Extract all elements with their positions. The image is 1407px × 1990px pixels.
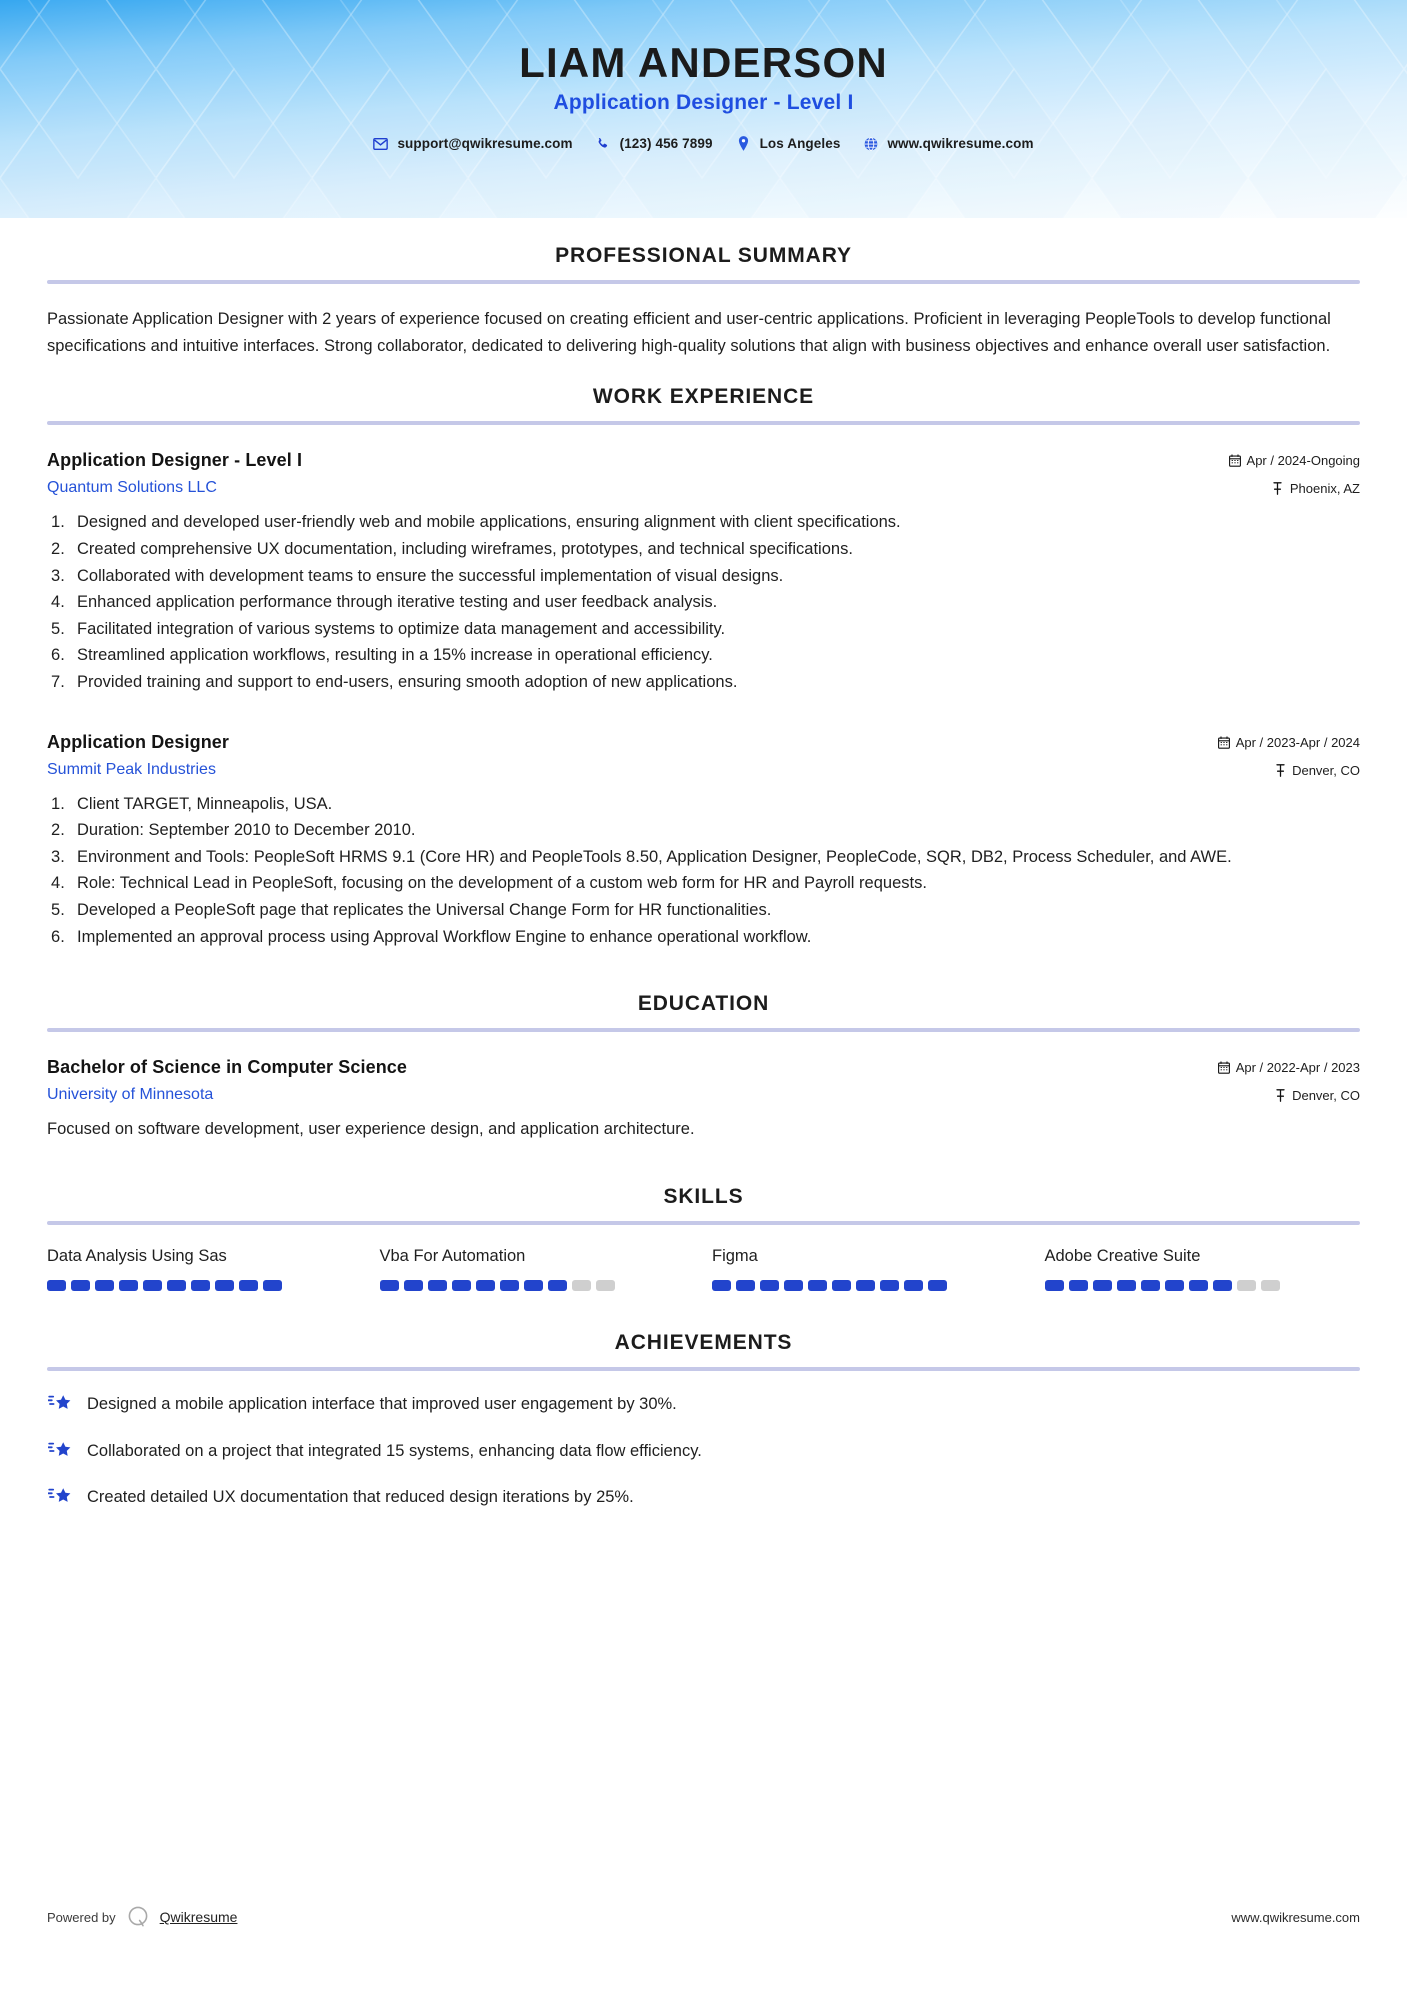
contact-email-text: support@qwikresume.com [397, 136, 573, 152]
section-achievements [47, 1331, 1360, 1508]
skill-bar-filled [736, 1280, 755, 1291]
achievement-text: Created detailed UX documentation that reduced design iterations by 25%. [87, 1487, 634, 1506]
work-entry [47, 450, 1360, 693]
work-bullet: Provided training and support to end-users, ensuring smooth adoption of new applications. [77, 673, 738, 691]
skill-bar-filled [143, 1280, 162, 1291]
section-title-achievements: ACHIEVEMENTS [614, 1331, 793, 1355]
section-work-experience [47, 385, 1360, 948]
work-bullet: Client TARGET, Minneapolis, USA. [77, 794, 333, 813]
skill-bar-filled [784, 1280, 803, 1291]
skill-bar-filled [71, 1280, 90, 1291]
skill-bar-filled [1117, 1280, 1136, 1291]
education-dates [1218, 1060, 1360, 1075]
work-bullet: Facilitated integration of various systems to optimize data management and accessibility. [77, 619, 726, 638]
skill-bar-filled [856, 1280, 875, 1291]
education-location-text: Denver, CO [1292, 1088, 1360, 1104]
skill-bar-filled [428, 1280, 447, 1291]
section-divider [47, 1221, 1360, 1225]
work-bullets [47, 793, 1360, 949]
skill-name: Data Analysis Using Sas [47, 1247, 227, 1266]
candidate-job-title: Application Designer - Level I [553, 91, 854, 115]
work-dates [1229, 453, 1360, 468]
contact-website[interactable] [863, 136, 1033, 151]
skill-name: Adobe Creative Suite [1044, 1247, 1201, 1266]
shooting-star-icon [47, 1482, 73, 1508]
education-dates-text: Apr / 2022-Apr / 2023 [1235, 1060, 1360, 1076]
achievement-text: Designed a mobile application interface that improved user engagement by 30%. [87, 1395, 677, 1414]
location-pin-icon [736, 136, 751, 151]
section-title-work: WORK EXPERIENCE [592, 385, 815, 409]
powered-by-block [47, 1904, 237, 1930]
work-bullet: Designed and developed user-friendly web and mobile applications, ensuring alignment with client specifications. [77, 513, 901, 532]
contact-phone[interactable] [596, 136, 713, 151]
skill-bar-filled [524, 1280, 543, 1291]
skill-bar-filled [928, 1280, 947, 1291]
skill-bar-filled [1165, 1280, 1184, 1291]
work-company[interactable]: Summit Peak Industries [47, 760, 216, 778]
qwikresume-logo-icon [125, 1904, 151, 1930]
skill-item [47, 1247, 363, 1291]
map-pin-icon [1274, 1089, 1286, 1102]
section-divider [47, 1367, 1360, 1371]
work-location-text: Phoenix, AZ [1289, 481, 1360, 497]
footer-website-url[interactable]: www.qwikresume.com [1231, 1909, 1360, 1925]
work-dates-text: Apr / 2023-Apr / 2024 [1235, 734, 1360, 750]
skill-bar-filled [239, 1280, 258, 1291]
work-bullets [47, 511, 1360, 693]
education-school[interactable]: University of Minnesota [47, 1086, 214, 1104]
work-entry [47, 732, 1360, 949]
skill-bar-filled [808, 1280, 827, 1291]
education-location [1218, 1088, 1360, 1103]
powered-by-label: Powered by [47, 1909, 116, 1925]
achievement-item [47, 1438, 1360, 1462]
work-location [1218, 763, 1360, 778]
skill-bar-filled [548, 1280, 567, 1291]
section-education [47, 992, 1360, 1141]
skill-bar-filled [167, 1280, 186, 1291]
section-professional-summary [47, 244, 1360, 359]
skill-name: Figma [712, 1247, 758, 1266]
work-location [1229, 481, 1360, 496]
skill-bar-filled [404, 1280, 423, 1291]
section-divider [47, 280, 1360, 284]
skill-bar-filled [95, 1280, 114, 1291]
section-skills [47, 1185, 1360, 1291]
skill-bar-filled [1189, 1280, 1208, 1291]
skill-bar-empty [572, 1280, 591, 1291]
skill-bar-filled [904, 1280, 923, 1291]
qwikresume-brand-link[interactable]: Qwikresume [159, 1909, 238, 1925]
skill-bar-empty [1261, 1280, 1280, 1291]
skill-item [712, 1247, 1028, 1291]
contact-email[interactable] [373, 136, 572, 151]
summary-text: Passionate Application Designer with 2 years of experience focused on creating efficient and user-centric applications. Proficient in leveraging PeopleTools to develop functional specifications and intuitive interfaces. Strong collaborator, dedicated to delivering high-quality solutions that align with business objectives and enhance overall user satisfaction. [47, 310, 1331, 355]
skill-rating-bars [47, 1280, 363, 1291]
candidate-name: LIAM ANDERSON [519, 39, 888, 86]
map-pin-icon [1272, 482, 1284, 495]
section-title-skills: SKILLS [663, 1185, 744, 1209]
skill-bar-empty [596, 1280, 615, 1291]
shooting-star-icon [47, 1389, 73, 1415]
calendar-icon [1218, 736, 1230, 749]
phone-icon [596, 136, 611, 151]
section-divider [47, 421, 1360, 425]
education-entry [47, 1057, 1360, 1141]
skill-bar-filled [191, 1280, 210, 1291]
skills-grid [47, 1247, 1360, 1291]
achievements-list [47, 1391, 1360, 1508]
education-description: Focused on software development, user experience design, and application architecture. [47, 1120, 695, 1139]
skill-bar-filled [500, 1280, 519, 1291]
work-dates-text: Apr / 2024-Ongoing [1246, 453, 1360, 469]
work-role: Application Designer [47, 731, 230, 752]
work-location-text: Denver, CO [1292, 762, 1360, 778]
resume-header [0, 0, 1407, 218]
skill-bar-filled [1069, 1280, 1088, 1291]
skill-bar-filled [263, 1280, 282, 1291]
achievement-item [47, 1391, 1360, 1415]
skill-rating-bars [380, 1280, 696, 1291]
skill-bar-filled [47, 1280, 66, 1291]
skill-bar-filled [712, 1280, 731, 1291]
work-bullet: Enhanced application performance through iterative testing and user feedback analysis. [77, 593, 718, 612]
work-bullet: Developed a PeopleSoft page that replicates the Universal Change Form for HR functionalities. [77, 900, 772, 919]
achievement-text: Collaborated on a project that integrated 15 systems, enhancing data flow efficiency. [87, 1441, 702, 1460]
work-role: Application Designer - Level I [47, 450, 303, 471]
skill-bar-filled [1141, 1280, 1160, 1291]
shooting-star-icon [47, 1436, 73, 1462]
work-company[interactable]: Quantum Solutions LLC [47, 479, 217, 497]
education-degree: Bachelor of Science in Computer Science [47, 1057, 408, 1078]
skill-bar-filled [1045, 1280, 1064, 1291]
calendar-icon [1218, 1061, 1230, 1074]
section-title-summary: PROFESSIONAL SUMMARY [555, 244, 852, 267]
skill-bar-filled [119, 1280, 138, 1291]
map-pin-icon [1274, 764, 1286, 777]
work-bullet: Implemented an approval process using Approval Workflow Engine to enhance operational workflow. [77, 927, 812, 946]
skill-bar-filled [1213, 1280, 1232, 1291]
skill-rating-bars [712, 1280, 1028, 1291]
contact-website-text: www.qwikresume.com [887, 136, 1034, 152]
globe-icon [863, 136, 878, 151]
contact-location-text: Los Angeles [759, 136, 841, 152]
section-divider [47, 1028, 1360, 1032]
skill-rating-bars [1045, 1280, 1361, 1291]
work-bullet: Role: Technical Lead in PeopleSoft, focusing on the development of a custom web form for HR and Payroll requests. [77, 874, 927, 893]
achievement-item [47, 1484, 1360, 1508]
work-bullet: Created comprehensive UX documentation, including wireframes, prototypes, and technical specifications. [77, 540, 853, 559]
work-dates [1218, 735, 1360, 750]
contact-phone-text: (123) 456 7899 [619, 136, 713, 152]
work-bullet: Streamlined application workflows, resulting in a 15% increase in operational efficiency. [77, 646, 713, 665]
contact-location [736, 136, 841, 151]
skill-bar-filled [832, 1280, 851, 1291]
skill-bar-empty [1237, 1280, 1256, 1291]
skill-name: Vba For Automation [379, 1247, 526, 1266]
contact-row [0, 136, 1407, 151]
skill-bar-filled [476, 1280, 495, 1291]
skill-item [1045, 1247, 1361, 1291]
work-bullet: Duration: September 2010 to December 2010. [77, 821, 416, 840]
work-bullet: Environment and Tools: PeopleSoft HRMS 9.1 (Core HR) and PeopleTools 8.50, Application Designer, PeopleCode, SQR, DB2, Process Scheduler, and AWE. [77, 847, 1232, 866]
skill-bar-filled [760, 1280, 779, 1291]
skill-bar-filled [1093, 1280, 1112, 1291]
work-bullet: Collaborated with development teams to ensure the successful implementation of visual designs. [77, 566, 784, 585]
email-icon [373, 136, 388, 151]
resume-body [0, 244, 1407, 1508]
skill-bar-filled [215, 1280, 234, 1291]
skill-bar-filled [880, 1280, 899, 1291]
section-title-education: EDUCATION [637, 992, 770, 1016]
resume-footer [47, 1904, 1360, 1930]
skill-bar-filled [380, 1280, 399, 1291]
calendar-icon [1229, 454, 1241, 467]
skill-item [380, 1247, 696, 1291]
skill-bar-filled [452, 1280, 471, 1291]
